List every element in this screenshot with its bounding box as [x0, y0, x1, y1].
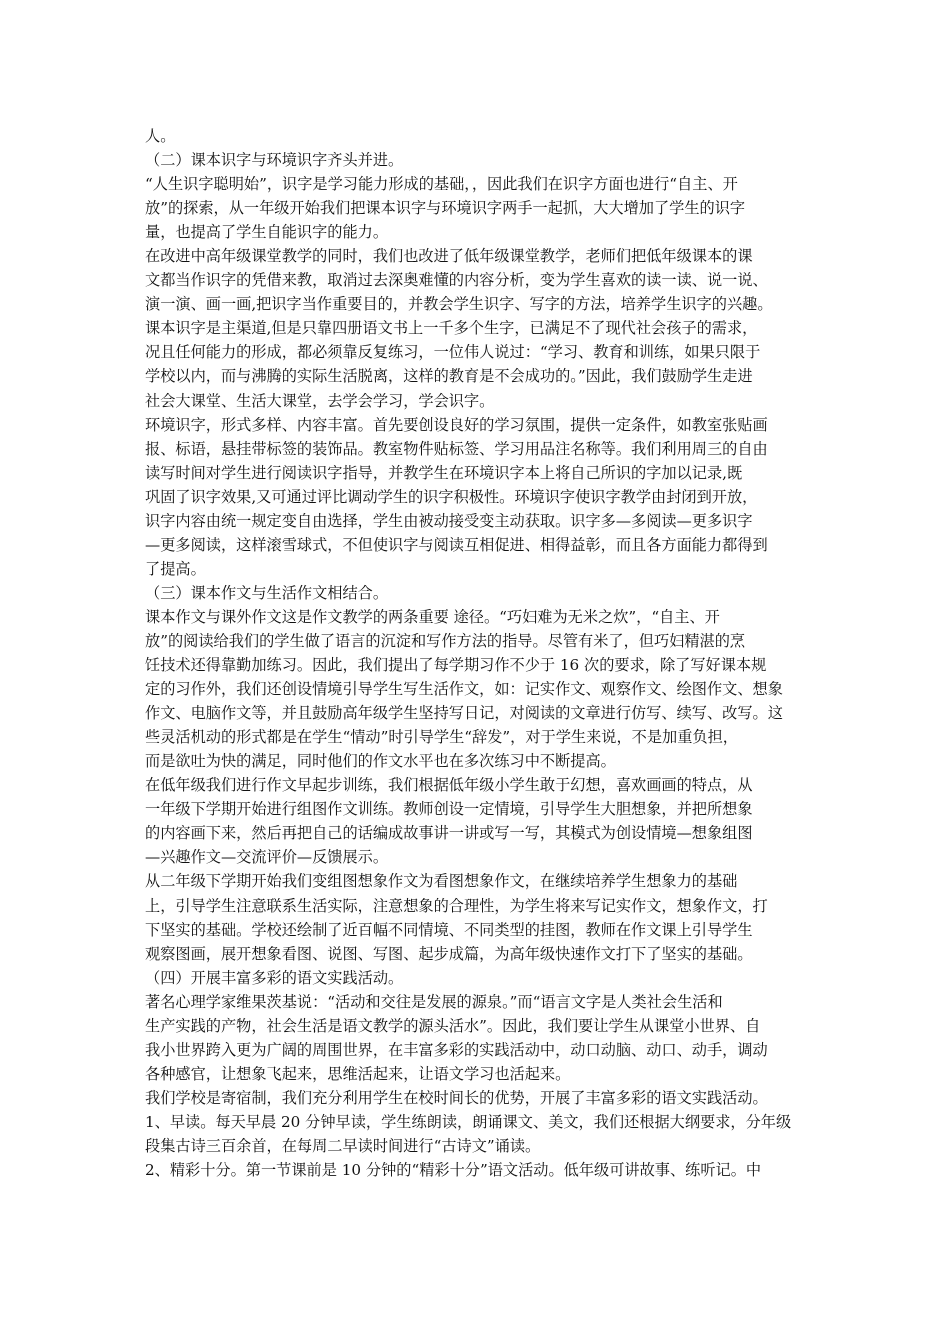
- text-line: 段集古诗三百余首，在每周二早读时间进行“古诗文”诵读。: [145, 1136, 541, 1155]
- text-line: 上，引导学生注意联系生活实际，注意想象的合理性，为学生将来写记实作文，想象作文，打: [145, 896, 768, 915]
- text-line: 报、标语，悬挂带标签的装饰品。教室物件贴标签、学习用品注名称等。我们利用周三的自由: [145, 439, 768, 458]
- text-line: 在改进中高年级课堂教学的同时，我们也改进了低年级课堂教学，老师们把低年级课本的课: [145, 247, 753, 266]
- section-heading: （二）课本识字与环境识字齐头并进。: [145, 151, 404, 170]
- text-line: 放”的阅读给我们的学生做了语言的沉淀和写作方法的指导。尽管有米了，但巧妇精湛的烹: [145, 631, 746, 650]
- section-heading: （四）开展丰富多彩的语文实践活动。: [145, 968, 404, 987]
- text-line: 量，也提高了学生自能识字的能力。: [145, 223, 388, 242]
- text-line: “人生识字聪明始”，识字是学习能力形成的基础，，因此我们在识字方面也进行“自主、开: [145, 175, 738, 194]
- text-line: —更多阅读，这样滚雪球式，不但使识字与阅读互相促进、相得益彰，而且各方面能力都得到: [145, 535, 768, 554]
- text-line: 巩固了识字效果,又可通过评比调动学生的识字积极性。环境识字使识字教学由封闭到开放，: [145, 487, 758, 506]
- text-line: 定的习作外，我们还创设情境引导学生写生活作文，如：记实作文、观察作文、绘图作文、想象: [145, 680, 783, 699]
- text-line: 文都当作识字的凭借来教，取消过去深奥难懂的内容分析，变为学生喜欢的读一读、说一说、: [145, 271, 768, 290]
- text-line: 观察图画，展开想象看图、说图、写图、起步成篇，为高年级快速作文打下了坚实的基础。: [145, 944, 753, 963]
- text-line: 1、早读。每天早晨 20 分钟早读，学生练朗读，朗诵课文、美文，我们还根据大纲要求，分年级: [145, 1112, 792, 1131]
- text-line: 读写时间对学生进行阅读识字指导，并教学生在环境识字本上将自己所识的字加以记录,既: [145, 463, 743, 482]
- text-line: 学校以内，而与沸腾的实际生活脱离，这样的教育是不会成功的。”因此，我们鼓励学生走进: [145, 367, 753, 386]
- text-line: 了提高。: [145, 559, 206, 578]
- text-line: 况且任何能力的形成，都必须靠反复练习，一位伟人说过：“学习、教育和训练，如果只限于: [145, 343, 761, 362]
- text-line: 我小世界跨入更为广阔的周围世界，在丰富多彩的实践活动中，动口动脑、动口、动手，调动: [145, 1040, 768, 1059]
- text-line: 环境识字，形式多样、内容丰富。首先要创设良好的学习氛围，提供一定条件，如教室张贴画: [145, 415, 768, 434]
- text-line: 著名心理学家维果茨基说：“活动和交往是发展的源泉。”而“语言文字是人类社会生活和: [145, 992, 723, 1011]
- text-line: 课本识字是主渠道,但是只靠四册语文书上一千多个生字，已满足不了现代社会孩子的需求，: [145, 319, 758, 338]
- text-line: 人。: [145, 127, 176, 145]
- section-heading: （三）课本作文与生活作文相结合。: [145, 583, 388, 602]
- text-line: 放”的探索，从一年级开始我们把课本识字与环境识字两手一起抓，大大增加了学生的识字: [145, 199, 746, 218]
- text-line: 的内容画下来，然后再把自己的话编成故事讲一讲或写一写，其模式为创设情境—想象组图: [145, 824, 753, 843]
- text-line: 各种感官，让想象飞起来，思维活起来，让语文学习也活起来。: [145, 1064, 571, 1083]
- document-page: [145, 124, 815, 1182]
- text-line: 而是欲吐为快的满足，同时他们的作文水平也在多次练习中不断提高。: [145, 752, 616, 771]
- text-line: 社会大课堂、生活大课堂，去学会学习，学会识字。: [145, 391, 495, 410]
- text-line: 识字内容由统一规定变自由选择，学生由被动接受变主动获取。识字多—多阅读—更多识字: [145, 511, 753, 530]
- text-line: 一年级下学期开始进行组图作文训练。教师创设一定情境，引导学生大胆想象，并把所想象: [145, 800, 753, 819]
- text-line: 从二年级下学期开始我们变组图想象作文为看图想象作文，在继续培养学生想象力的基础: [145, 872, 738, 891]
- text-line: 课本作文与课外作文这是作文教学的两条重要 途径。“巧妇难为无米之炊”，“自主、开: [145, 607, 720, 626]
- text-line: 作文、电脑作文等，并且鼓励高年级学生坚持写日记，对阅读的文章进行仿写、续写、改写。这: [145, 704, 783, 723]
- text-line: 饪技术还得靠勤加练习。因此，我们提出了每学期习作不少于 16 次的要求，除了写好课本规: [145, 656, 767, 675]
- text-line: 我们学校是寄宿制，我们充分利用学生在校时间长的优势，开展了丰富多彩的语文实践活动。: [145, 1088, 768, 1107]
- text-line: 下坚实的基础。学校还绘制了近百幅不同情境、不同类型的挂图，教师在作文课上引导学生: [145, 920, 753, 939]
- text-line: 2、精彩十分。第一节课前是 10 分钟的“精彩十分”语文活动。低年级可讲故事、练听记。中: [145, 1161, 762, 1180]
- text-line: —兴趣作文—交流评价—反馈展示。: [145, 848, 388, 867]
- text-line: 些灵活机动的形式都是在学生“情动”时引导学生“辞发”，对于学生来说，不是加重负担，: [145, 728, 738, 747]
- text-line: 在低年级我们进行作文早起步训练，我们根据低年级小学生敢于幻想，喜欢画画的特点，从: [145, 776, 753, 795]
- text-line: 生产实践的产物，社会生活是语文教学的源头活水”。因此，我们要让学生从课堂小世界、自: [145, 1016, 761, 1035]
- text-line: 演一演、画一画,把识字当作重要目的，并教会学生识字、写字的方法，培养学生识字的兴趣。: [145, 295, 773, 314]
